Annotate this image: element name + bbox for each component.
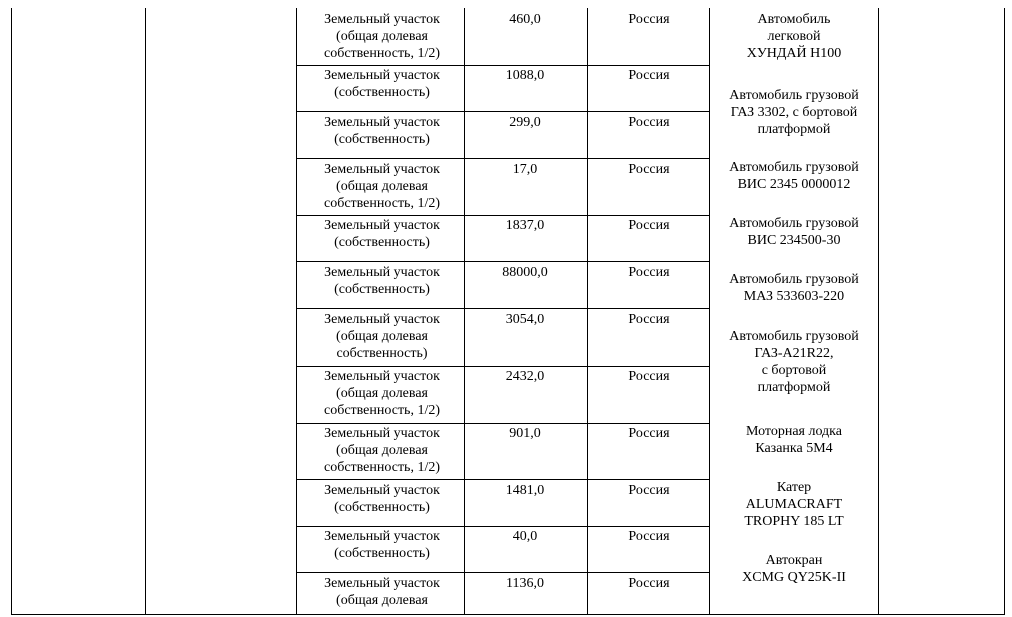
row-separator bbox=[296, 479, 710, 480]
border-col-right bbox=[1004, 8, 1005, 614]
property-type: Земельный участок (общая долевая собственность, 1/2) bbox=[323, 369, 440, 418]
property-type: Земельный участок (собственность) bbox=[324, 265, 440, 297]
row-separator bbox=[296, 526, 710, 527]
property-area: 1481,0 bbox=[505, 483, 545, 498]
vehicle-entry: Автомобиль легковой ХУНДАЙ H100 bbox=[746, 12, 842, 61]
property-country: Россия bbox=[628, 12, 670, 27]
vehicle-entry: Автомобиль грузовой ВИС 234500-30 bbox=[729, 216, 859, 248]
property-type: Земельный участок (общая долевая собственность, 1/2) bbox=[323, 162, 440, 211]
property-country: Россия bbox=[628, 312, 670, 327]
row-separator bbox=[296, 261, 710, 262]
vehicle-entry: Автомобиль грузовой ГАЗ 3302, с бортовой платформой bbox=[729, 88, 859, 137]
border-col-5 bbox=[587, 8, 588, 614]
row-separator bbox=[296, 423, 710, 424]
property-type: Земельный участок (общая долевая собственность) bbox=[324, 312, 440, 361]
vehicle-entry: Автомобиль грузовой ВИС 2345 0000012 bbox=[729, 160, 859, 192]
row-separator bbox=[296, 572, 710, 573]
property-country: Россия bbox=[628, 426, 670, 441]
border-col-2 bbox=[145, 8, 146, 614]
property-type: Земельный участок (собственность) bbox=[324, 218, 440, 250]
property-type: Земельный участок (собственность) bbox=[324, 529, 440, 561]
property-area: 2432,0 bbox=[505, 369, 545, 384]
border-col-left bbox=[11, 8, 12, 614]
vehicle-entry: Моторная лодка Казанка 5М4 bbox=[745, 424, 842, 456]
border-col-6 bbox=[709, 8, 710, 614]
property-type: Земельный участок (собственность) bbox=[324, 115, 440, 147]
border-col-7 bbox=[878, 8, 879, 614]
property-area: 1837,0 bbox=[505, 218, 545, 233]
property-area: 299,0 bbox=[509, 115, 541, 130]
border-col-4 bbox=[464, 8, 465, 614]
property-country: Россия bbox=[628, 576, 670, 591]
border-col-3 bbox=[296, 8, 297, 614]
property-country: Россия bbox=[628, 68, 670, 83]
row-separator bbox=[296, 111, 710, 112]
property-area: 1088,0 bbox=[505, 68, 545, 83]
property-country: Россия bbox=[628, 218, 670, 233]
property-area: 901,0 bbox=[509, 426, 541, 441]
property-area: 460,0 bbox=[509, 12, 541, 27]
property-country: Россия bbox=[628, 265, 670, 280]
property-country: Россия bbox=[628, 162, 670, 177]
property-type: Земельный участок (общая долевая bbox=[324, 576, 440, 608]
row-separator bbox=[296, 308, 710, 309]
property-type: Земельный участок (общая долевая собственность, 1/2) bbox=[323, 426, 440, 475]
property-country: Россия bbox=[628, 529, 670, 544]
property-type: Земельный участок (собственность) bbox=[324, 68, 440, 100]
property-country: Россия bbox=[628, 483, 670, 498]
property-area: 1136,0 bbox=[506, 576, 544, 591]
property-area: 3054,0 bbox=[505, 312, 545, 327]
vehicle-entry: Катер ALUMACRAFT TROPHY 185 LT bbox=[744, 480, 844, 529]
property-country: Россия bbox=[628, 115, 670, 130]
property-area: 40,0 bbox=[512, 529, 538, 544]
row-separator bbox=[296, 215, 710, 216]
property-area: 88000,0 bbox=[502, 265, 548, 280]
border-bottom bbox=[11, 614, 1005, 615]
row-separator bbox=[296, 366, 710, 367]
property-country: Россия bbox=[628, 369, 670, 384]
property-type: Земельный участок (собственность) bbox=[324, 483, 440, 515]
row-separator bbox=[296, 158, 710, 159]
vehicle-entry: Автомобиль грузовой ГАЗ-А21R22, с бортовой платформой bbox=[729, 329, 859, 395]
property-area: 17,0 bbox=[512, 162, 538, 177]
vehicle-entry: Автокран XCMG QY25K-II bbox=[742, 553, 846, 585]
row-separator bbox=[296, 65, 710, 66]
property-type: Земельный участок (общая долевая собственность, 1/2) bbox=[323, 12, 440, 61]
vehicle-entry: Автомобиль грузовой МАЗ 533603-220 bbox=[729, 272, 859, 304]
